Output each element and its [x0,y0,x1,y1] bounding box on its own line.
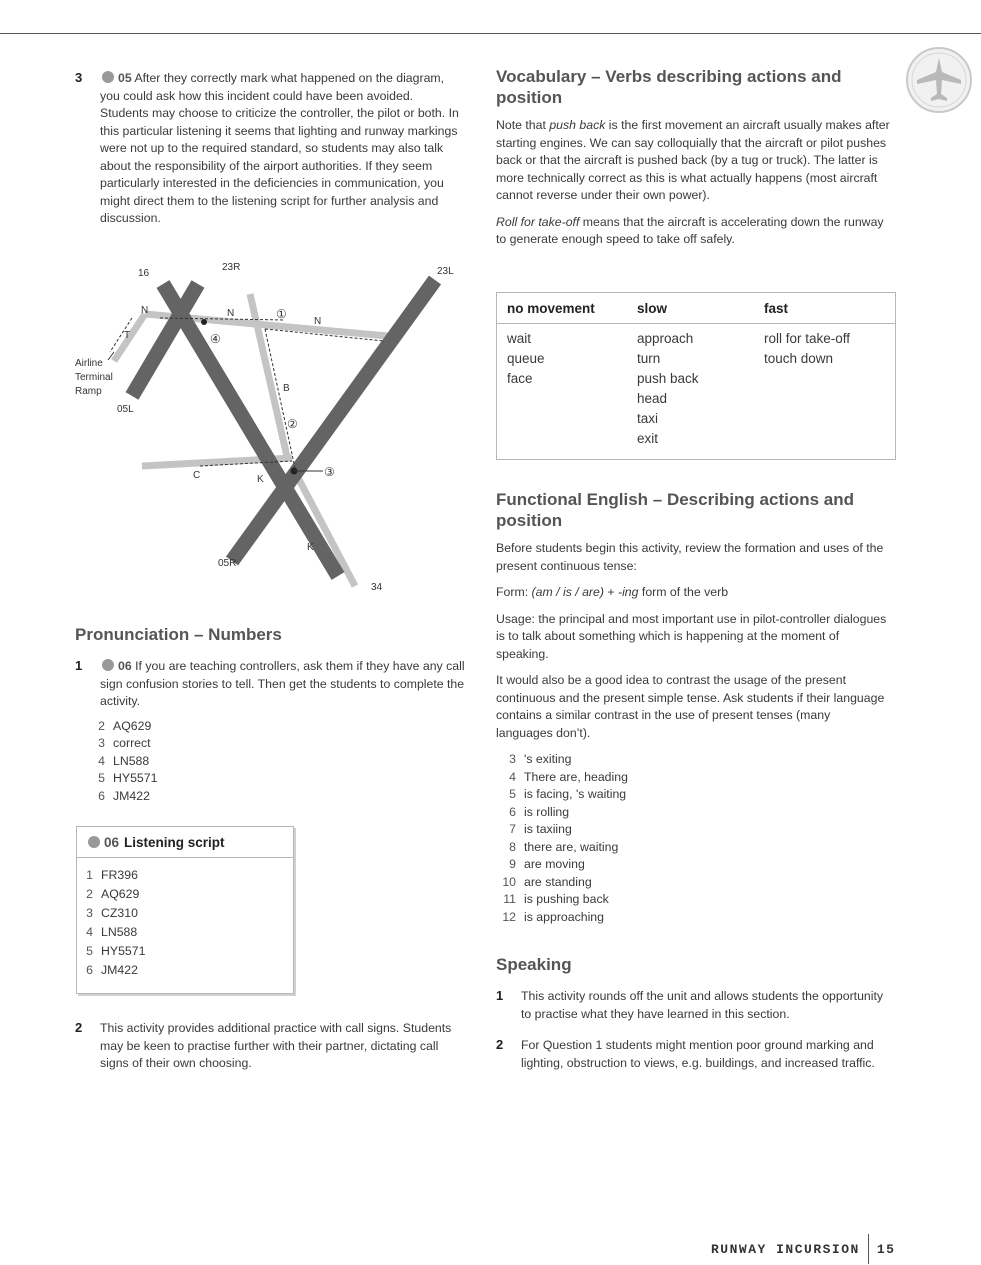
question-text [100,70,465,228]
label-k: K [307,542,314,553]
question-3 [75,70,465,228]
paragraph: Note that push back is the first movement an aircraft usually makes after starting engines. We can say colloquially that the aircraft or pilot pushes back or that the aircraft is pushed back (by a tug or truck). The latter is more technically correct as this is what actually happens (most aircraft cannot reverse under their own power). [496,118,890,202]
question-text: For Question 1 students might mention poor ground marking and lighting, obstruction to views, e.g. buildings, and increased traffic. [521,1038,875,1070]
section-heading: Functional English – Describing actions and position [496,490,854,530]
track-number: 05 [118,71,132,85]
column-header: slow [637,300,668,316]
list-item: 4 LN588 [98,753,150,768]
marker-3: ③ [324,465,335,479]
table-cell: approach [637,331,694,346]
table-cell: taxi [637,411,659,426]
table-cell: touch down [764,351,834,366]
list-item: 9 are moving [509,857,585,871]
list-item: 5 HY5571 [86,944,146,958]
marker-dot [201,319,207,325]
question-1-body: If you are teaching controllers, ask them if they have any call sign confusion stories to tell. Then get the students to complete the activity. [100,659,465,708]
table-cell: face [507,371,533,386]
section-heading: Vocabulary – Verbs describing actions and position [496,67,842,107]
column-header: no movement [507,300,595,316]
label-05r: 05R [218,558,237,569]
label-23r: 23R [222,262,241,273]
label-n: N [314,316,322,327]
audio-cd-icon [88,836,100,848]
question-2 [496,1037,888,1072]
marker-1: ① [276,307,287,321]
column-header: fast [764,300,789,316]
list-item: 6 JM422 [98,788,150,803]
label-c: C [193,470,201,481]
ramp-label: Ramp [75,386,102,397]
divider [868,1234,869,1264]
form-line: Form: (am / is / are) + -ing form of the verb [496,585,729,599]
table-header [497,293,895,324]
table-cell: push back [637,371,699,386]
paragraph: It would also be a good idea to contrast the usage of the present continuous and the present simple tense. Ask students if their language contains a similar contrast in the use of present tenses (many languages don’t). [496,673,885,740]
label-16: 16 [138,268,150,279]
question-number: 1 [75,658,83,673]
question-number: 3 [75,70,83,85]
question-number: 2 [496,1037,504,1052]
vocabulary-table [496,292,896,460]
question-number: 1 [496,988,504,1003]
track-number: 06 [104,834,120,850]
label-n: N [227,308,235,319]
list-item: 4 LN588 [86,925,138,939]
runway-diagram [70,256,470,606]
ramp-label: Terminal [75,372,113,383]
table-cell: queue [507,351,545,366]
list-item: 5 is facing, 's waiting [509,787,627,801]
audio-cd-icon [102,71,114,83]
script-list [77,866,293,980]
list-item: 11 is pushing back [503,892,609,906]
list-item: 1 FR396 [86,868,138,882]
question-number: 2 [75,1020,83,1035]
list-item: 6 is rolling [509,804,570,819]
label-34: 34 [371,582,383,593]
list-item: 3 CZ310 [86,906,138,920]
answer-list [77,718,467,806]
question-2 [75,1020,467,1073]
table-cell: roll for take-off [764,331,851,346]
list-item: 2 AQ629 [98,718,152,733]
list-item: 5 HY5571 [98,771,158,785]
ramp-label: Airline [75,358,103,369]
label-k: K [257,474,264,485]
question-1 [496,988,888,1023]
list-item: 12 is approaching [502,909,604,924]
top-rule [0,33,981,34]
listening-script-box [76,826,294,994]
running-title: RUNWAY INCURSION [711,1241,860,1257]
table-column-slow [637,329,764,449]
functional-english-section [496,489,888,926]
page-footer [711,1234,895,1264]
listening-script-title: Listening script [124,834,225,850]
pronunciation-section [75,624,467,805]
section-heading: Speaking [496,955,572,974]
question-text [100,658,467,711]
table-cell: head [637,391,668,406]
table-cell: exit [637,431,659,446]
table-column-fast [764,329,884,449]
audio-cd-icon [102,659,114,671]
list-item: 6 JM422 [86,963,138,977]
paragraph: Roll for take-off means that the aircraft is accelerating down the runway to generate enough speed to take off safely. [496,214,884,246]
marker-4: ④ [210,332,221,346]
label-b: B [283,383,290,394]
section-heading: Pronunciation – Numbers [75,625,282,644]
question-3-body: After they correctly mark what happened on the diagram, you could ask how this incident could have been avoided. Students may choose to criticize the controller, the pilot or both. In this particular listening it seems that lighting and runway markings were not up to the required standard, so students may also talk about the responsibility of the airport authorities. If they seem particularly interested in the deficiencies in communication, you might direct them to the listening script for further analysis and discussion. [100,71,459,225]
list-item: 10 are standing [502,874,592,889]
question-text: This activity rounds off the unit and allows students the opportunity to practise what they have learned in this section. [521,989,884,1021]
speaking-section [496,954,888,1072]
table-column-no-movement [497,329,637,449]
list-item: 4 There are, heading [509,769,628,784]
list-item: 8 there are, waiting [509,839,619,854]
paragraph: Before students begin this activity, review the formation and uses of the present continuous tense: [496,541,884,573]
list-item: 3 correct [98,736,151,750]
airplane-badge-icon [905,46,973,119]
left-column [75,70,465,228]
list-item: 7 is taxiing [509,822,572,836]
table-cell: turn [637,351,661,366]
label-n: N [141,305,149,316]
list-item: 3 's exiting [509,752,572,766]
listening-script-header [77,827,293,858]
label-05l: 05L [117,404,134,415]
marker-2: ② [287,417,298,431]
question-1 [75,658,467,711]
label-t: T [124,330,131,341]
question-text: This activity provides additional practice with call signs. Students may be keen to practise further with their partner, dictating call signs of their own choosing. [100,1021,452,1070]
table-cell: wait [507,331,532,346]
right-column [496,66,896,249]
label-23l: 23L [437,266,454,277]
track-number: 06 [118,659,132,673]
list-item: 2 AQ629 [86,887,140,901]
table-body [497,324,895,449]
page-number: 15 [876,1241,896,1257]
paragraph: Usage: the principal and most important use in pilot-controller dialogues is to talk about something which is happening at the moment of speaking. [496,611,887,661]
answer-list [496,751,888,926]
